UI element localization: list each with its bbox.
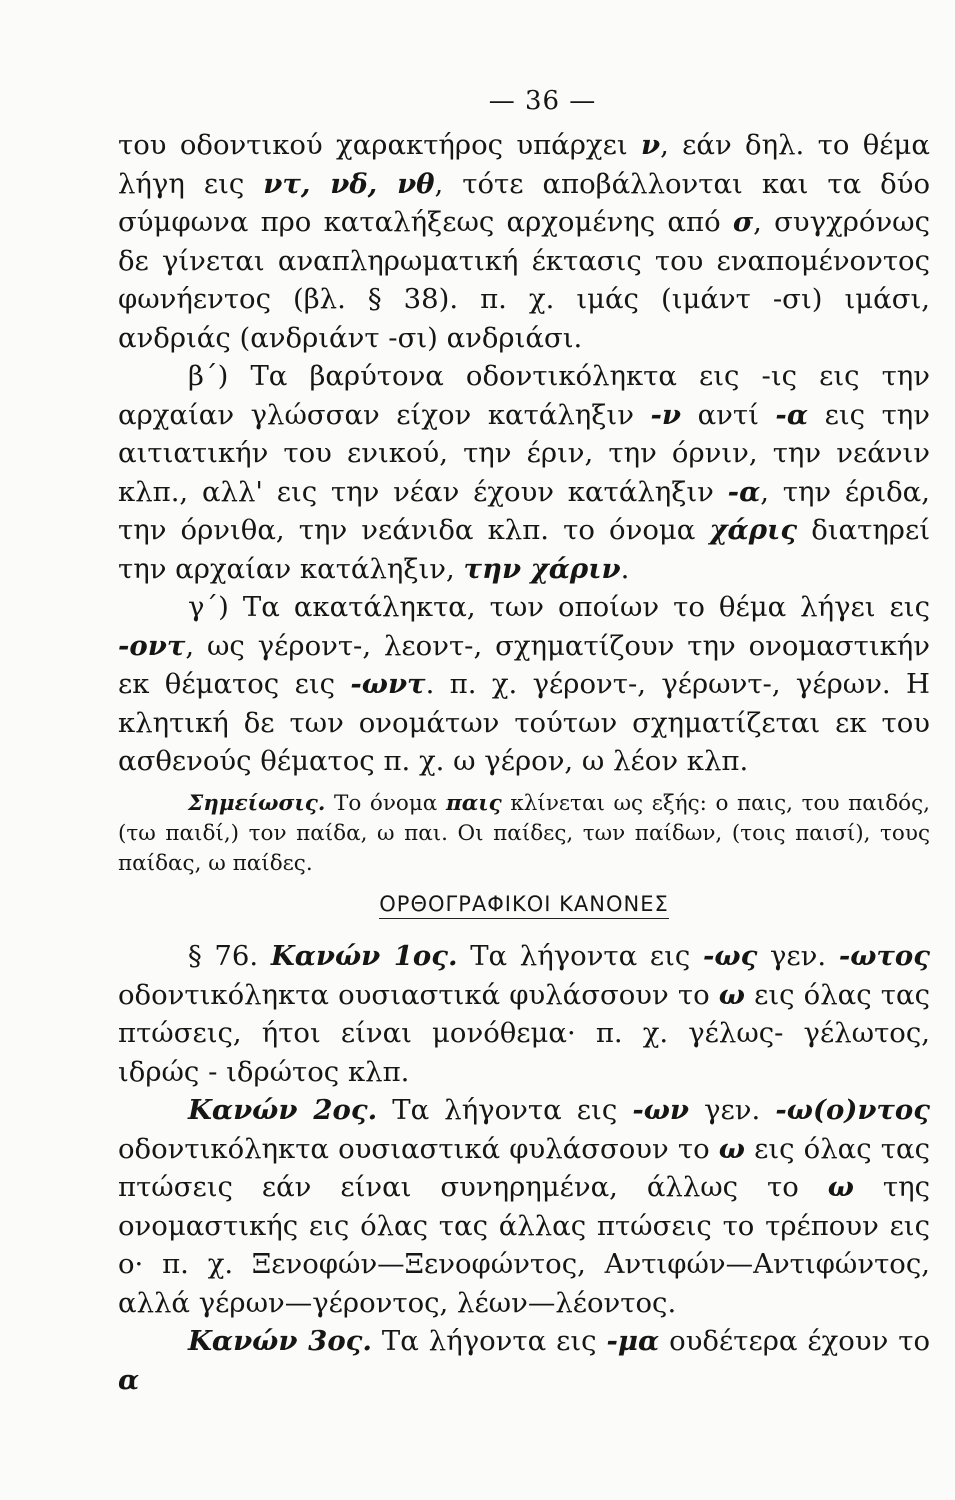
body-text-run: αντί <box>681 398 776 431</box>
body-text-run: της ονομαστικής εις όλας τας άλλας πτώσεις το τρέπουν εις ο· π. χ. Ξενοφών—Ξενοφώντος, Αντιφών—Αντιφώντος, αλλά γέρων—γέροντος, λέων—λέοντος. <box>118 1171 930 1319</box>
rule-1 <box>118 937 930 1091</box>
body-text-run: γ΄) Τα ακατάληκτα, των οποίων το θέμα λήγει εις <box>188 591 930 623</box>
emphasis-text: -ωντ <box>350 668 426 700</box>
body-text-run: του οδοντικού χαρακτήρος υπάρχει <box>118 129 641 161</box>
page-body <box>118 126 930 1399</box>
paragraph-beta <box>118 357 930 588</box>
body-text-run: γεν. <box>757 940 839 972</box>
body-text-run: διατηρεί την αρχαίαν κατάληξιν, <box>118 514 930 585</box>
emphasis-text: ντ, νδ, νθ <box>263 167 435 200</box>
emphasis-text: -ω(ο)ντος <box>775 1094 931 1126</box>
body-text-run: εις όλας τας πτώσεις, ήτοι είναι μονόθεμα· π. χ. γέλως- γέλωτος, ιδρώς - ιδρώτος κλπ. <box>118 978 930 1088</box>
body-text-run: εις την αιτιατικήν του ενικού, την έριν, την όρνιν, την νεάνιν κλπ., αλλ' εις την νέαν έχουν κατάληξιν <box>118 398 930 508</box>
body-text-run: Τα λήγοντα εις <box>377 1094 633 1126</box>
emphasis-text: παις <box>445 790 502 816</box>
body-text-run: , εάν δηλ. το θέμα λήγη εις <box>118 129 930 200</box>
emphasis-text: ω <box>718 978 745 1011</box>
body-text-run: . π. χ. γέροντ-, γέρωντ-, γέρων. Η κλητική δε των ονομάτων τούτων σχηματίζεται εκ του ασθενούς θέματος π. χ. ω γέρον, ω λέον κλπ. <box>118 668 931 777</box>
body-text-run: οδοντικόληκτα ουσιαστικά φυλάσσουν το <box>118 978 719 1011</box>
body-text-run: , ως γέροντ-, λεοντ-, σχηματίζουν την ονομαστικήν εκ θέματος εις <box>118 629 930 700</box>
section-heading-text: ΟΡΘΟΓΡΑΦΙΚΟΙ ΚΑΝΟΝΕΣ <box>379 892 669 919</box>
body-text-run: , τότε αποβάλλονται και τα δύο σύμφωνα προ καταλήξεως αρχομένης από <box>118 167 930 238</box>
body-text-run: εις όλας τας πτώσεις εάν είναι συνηρημένα, άλλως το <box>118 1132 930 1203</box>
section-heading <box>118 885 930 924</box>
emphasis-text: -α <box>775 398 808 431</box>
body-text-run: β΄) Τα βαρύτονα οδοντικόληκτα εις -ις εις την αρχαίαν γλώσσαν είχον κατάληξιν <box>118 360 930 431</box>
body-text-run: κλίνεται ως εξής: ο παις, του παιδός, (τω παιδί,) τον παίδα, ω παι. Οι παίδες, των παίδων, (τοις παισί), τους παίδας, ω παίδες. <box>118 790 930 876</box>
emphasis-text: Κανών 2ος. <box>188 1094 378 1126</box>
body-text-run: Τα λήγοντα εις <box>371 1325 607 1357</box>
body-text-run: Τα λήγοντα εις <box>457 940 703 972</box>
emphasis-text: ν <box>640 129 661 161</box>
paragraph-gamma <box>118 588 930 781</box>
emphasis-text: -ων <box>632 1094 690 1126</box>
emphasis-text: Κανών 3ος. <box>188 1325 372 1357</box>
emphasis-text: -ωτος <box>838 940 931 972</box>
emphasis-text: Κανών 1ος. <box>270 940 458 972</box>
emphasis-text: -οντ <box>118 629 186 662</box>
note-paragraph <box>118 789 930 879</box>
emphasis-text: χάρις <box>709 514 798 546</box>
emphasis-text: -ως <box>702 940 758 972</box>
emphasis-text: -α <box>727 475 761 508</box>
rule-3 <box>118 1322 930 1399</box>
emphasis-text: Σημείωσις. <box>188 790 326 816</box>
page-number: — 36 — <box>488 86 597 116</box>
body-text-run: , συγχρόνως δε γίνεται αναπληρωματική έκτασις του εναπομένοντος φωνήεντος (βλ. § 38). π. χ. ιμάς (ιμάντ -σι) ιμάσι, ανδριάς (ανδριάντ -σι) ανδριάσι. <box>118 206 930 354</box>
body-text-run: , την έριδα, την όρνιθα, την νεάνιδα κλπ. το όνομα <box>118 475 930 546</box>
body-text-run: οδοντικόληκτα ουσιαστικά φυλάσσουν το <box>118 1132 719 1165</box>
emphasis-text: -μα <box>606 1325 660 1357</box>
body-text-run: . <box>620 552 630 585</box>
body-text-run: γεν. <box>689 1094 776 1126</box>
emphasis-text: α <box>118 1363 140 1396</box>
paragraph-1 <box>118 126 930 357</box>
emphasis-text: -ν <box>650 398 681 431</box>
emphasis-text: σ <box>732 206 754 238</box>
body-text-run: Το όνομα <box>325 790 446 816</box>
emphasis-text: ω <box>827 1171 854 1203</box>
emphasis-text: ω <box>718 1132 745 1165</box>
body-text-run: ουδέτερα έχουν το <box>659 1325 930 1357</box>
rule-2 <box>118 1091 930 1322</box>
emphasis-text: την χάριν <box>463 552 621 585</box>
body-text-run: § 76. <box>188 940 271 972</box>
